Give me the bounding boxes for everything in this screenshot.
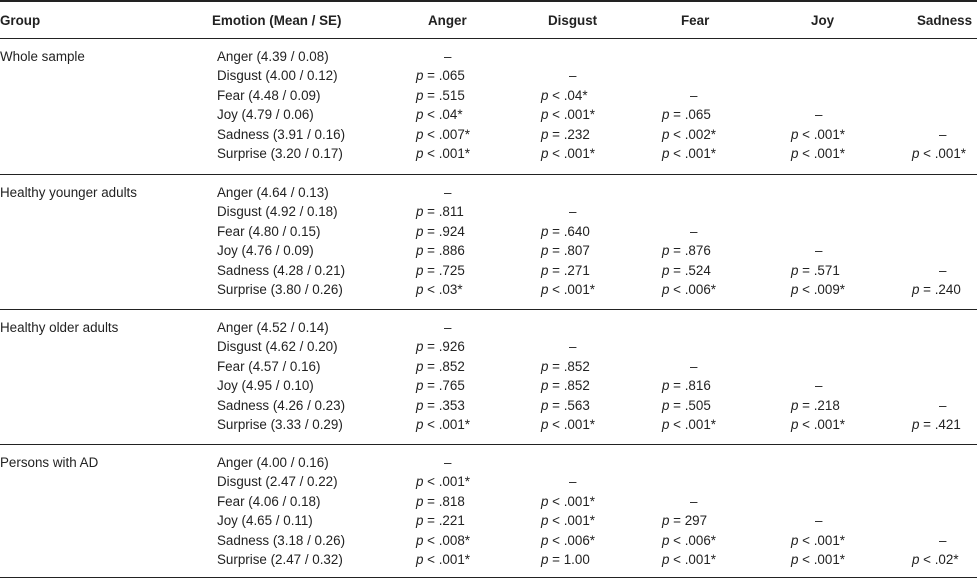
pvalue-cell-disgust	[541, 396, 590, 415]
p-symbol: p	[541, 87, 553, 103]
pvalue-text: < .001*	[923, 146, 966, 161]
pvalue-cell-anger	[444, 183, 451, 202]
pvalue-cell-fear	[690, 222, 697, 241]
p-symbol: p	[416, 397, 428, 413]
p-symbol: p	[416, 339, 428, 355]
pvalue-text: < .001*	[802, 552, 845, 567]
pvalue-text: = 297	[673, 513, 708, 529]
pvalue-cell-disgust	[541, 144, 595, 163]
pvalue-text: < .04*	[427, 107, 463, 123]
pvalue-cell-joy	[791, 531, 845, 550]
p-symbol: p	[662, 417, 674, 432]
p-symbol: p	[662, 146, 674, 161]
p-symbol: p	[912, 552, 924, 567]
p-symbol: p	[662, 513, 674, 529]
emotion-cell: Sadness (4.28 / 0.21)	[217, 262, 346, 278]
p-symbol: p	[791, 397, 803, 413]
pvalue-cell-disgust	[541, 511, 595, 530]
emotion-cell: Anger (4.39 / 0.08)	[217, 49, 329, 64]
pvalue-cell-sadness	[939, 396, 946, 415]
p-symbol: p	[416, 493, 428, 509]
emotion-cell: Disgust (2.47 / 0.22)	[217, 474, 338, 490]
header-fear: Fear	[681, 13, 710, 28]
emotion-cell: Joy (4.95 / 0.10)	[217, 378, 314, 394]
pvalue-text: < .03*	[427, 282, 463, 297]
p-symbol: p	[416, 417, 428, 432]
p-symbol: p	[912, 282, 924, 297]
pvalue-cell-anger	[416, 202, 464, 221]
pvalue-text: < .001*	[802, 532, 845, 548]
pvalue-cell-joy	[791, 415, 845, 434]
pvalue-cell-joy	[815, 376, 822, 395]
dash-mark: –	[569, 474, 577, 490]
p-symbol: p	[912, 146, 924, 161]
pvalue-text: = .924	[427, 223, 465, 239]
p-symbol: p	[791, 146, 803, 161]
pvalue-cell-disgust	[541, 261, 590, 280]
pvalue-text: = .563	[552, 397, 590, 413]
p-symbol: p	[416, 552, 428, 567]
group-label: Healthy older adults	[0, 320, 119, 335]
pvalue-text: < .001*	[802, 417, 845, 432]
p-symbol: p	[416, 146, 428, 161]
pvalue-cell-fear	[662, 511, 707, 530]
pvalue-text: < .001*	[802, 146, 845, 161]
dash-mark: –	[690, 493, 698, 509]
pvalue-text: < .009*	[802, 282, 845, 297]
dash-mark: –	[939, 126, 947, 142]
pvalue-cell-disgust	[569, 337, 576, 356]
pvalue-cell-fear	[662, 241, 711, 260]
p-symbol: p	[791, 417, 803, 432]
dash-mark: –	[444, 185, 452, 200]
table-rule	[0, 174, 977, 175]
pvalue-cell-disgust	[541, 280, 595, 299]
dash-mark: –	[815, 513, 823, 529]
pvalue-text: = .218	[802, 397, 840, 413]
emotion-cell: Joy (4.76 / 0.09)	[217, 243, 314, 259]
pvalue-cell-disgust	[541, 125, 590, 144]
dash-mark: –	[690, 358, 698, 374]
emotion-cell: Anger (4.52 / 0.14)	[217, 320, 329, 335]
p-symbol: p	[541, 358, 553, 374]
emotion-cell: Sadness (3.18 / 0.26)	[217, 532, 346, 548]
pvalue-cell-anger	[416, 280, 463, 299]
pvalue-cell-disgust	[569, 66, 576, 85]
p-symbol: p	[791, 282, 803, 297]
pvalue-text: = .571	[802, 262, 840, 278]
p-symbol: p	[791, 126, 803, 142]
dash-mark: –	[815, 107, 823, 123]
pvalue-cell-joy	[791, 144, 845, 163]
pvalue-cell-anger	[416, 415, 470, 434]
pvalue-text: < .002*	[673, 126, 716, 142]
pvalue-cell-joy	[791, 396, 840, 415]
header-joy: Joy	[811, 13, 835, 28]
dash-mark: –	[815, 378, 823, 394]
p-symbol: p	[541, 397, 553, 413]
pvalue-text: < .006*	[673, 282, 716, 297]
emotion-cell: Disgust (4.00 / 0.12)	[217, 68, 338, 84]
pvalue-cell-anger	[416, 376, 465, 395]
pvalue-text: < .001*	[552, 417, 595, 432]
p-symbol: p	[541, 126, 553, 142]
emotion-cell: Fear (4.80 / 0.15)	[217, 223, 321, 239]
table-rule	[0, 444, 977, 445]
pvalue-text: < .001*	[552, 107, 595, 123]
emotion-cell: Anger (4.00 / 0.16)	[217, 455, 329, 470]
dash-mark: –	[569, 204, 577, 220]
p-symbol: p	[541, 223, 553, 239]
dash-mark: –	[939, 397, 947, 413]
pvalue-cell-anger	[416, 492, 465, 511]
pvalue-cell-sadness	[912, 415, 961, 434]
header-group: Group	[0, 13, 41, 28]
pvalue-text: < .001*	[427, 474, 470, 490]
pvalue-cell-disgust	[541, 376, 590, 395]
dash-mark: –	[815, 243, 823, 259]
emotion-cell: Anger (4.64 / 0.13)	[217, 185, 329, 200]
emotion-cell: Surprise (3.20 / 0.17)	[217, 146, 343, 161]
group-label: Whole sample	[0, 49, 85, 64]
pvalue-text: < .001*	[427, 552, 470, 567]
emotion-cell: Fear (4.57 / 0.16)	[217, 358, 321, 374]
pvalue-text: < .008*	[427, 532, 470, 548]
pvalue-text: = .852	[427, 358, 465, 374]
emotion-cell: Disgust (4.92 / 0.18)	[217, 204, 338, 220]
dash-mark: –	[690, 223, 698, 239]
pvalue-text: = .221	[427, 513, 465, 529]
emotion-cell: Fear (4.48 / 0.09)	[217, 87, 321, 103]
pvalue-cell-anger	[416, 550, 470, 569]
pvalue-cell-fear	[662, 144, 716, 163]
pvalue-text: = .725	[427, 262, 465, 278]
emotion-cell: Fear (4.06 / 0.18)	[217, 493, 321, 509]
pvalue-text: = .816	[673, 378, 711, 394]
p-symbol: p	[541, 417, 553, 432]
pvalue-text: = .515	[427, 87, 465, 103]
pvalue-cell-disgust	[541, 415, 595, 434]
pvalue-cell-joy	[815, 105, 822, 124]
pvalue-cell-joy	[815, 241, 822, 260]
p-symbol: p	[662, 107, 674, 123]
pvalue-text: = .852	[552, 358, 590, 374]
pvalue-text: = .765	[427, 378, 465, 394]
pvalue-cell-disgust	[541, 222, 590, 241]
pvalue-text: = .240	[923, 282, 961, 297]
dash-mark: –	[569, 68, 577, 84]
pvalue-text: < .04*	[552, 87, 588, 103]
p-symbol: p	[791, 552, 803, 567]
p-symbol: p	[662, 552, 674, 567]
pvalue-cell-joy	[791, 261, 840, 280]
dash-mark: –	[939, 532, 947, 548]
p-symbol: p	[416, 358, 428, 374]
pvalue-cell-joy	[791, 280, 845, 299]
pvalue-cell-fear	[662, 376, 711, 395]
pvalue-text: = .852	[552, 378, 590, 394]
pvalue-cell-anger	[416, 222, 465, 241]
p-symbol: p	[662, 532, 674, 548]
pvalue-cell-fear	[690, 86, 697, 105]
pvalue-cell-disgust	[541, 357, 590, 376]
p-symbol: p	[541, 378, 553, 394]
group-label: Healthy younger adults	[0, 185, 137, 200]
p-symbol: p	[416, 282, 428, 297]
pvalue-cell-anger	[416, 66, 465, 85]
emotion-cell: Joy (4.65 / 0.11)	[217, 513, 313, 529]
pvalue-text: < .007*	[427, 126, 470, 142]
pvalue-text: = .811	[427, 204, 464, 220]
p-symbol: p	[541, 262, 553, 278]
pvalue-text: = .353	[427, 397, 465, 413]
pvalue-text: = .926	[427, 339, 465, 355]
dash-mark: –	[444, 320, 452, 335]
pvalue-text: < .001*	[673, 552, 716, 567]
p-symbol: p	[416, 513, 428, 529]
p-symbol: p	[791, 262, 803, 278]
emotion-cell: Surprise (2.47 / 0.32)	[217, 552, 343, 567]
pvalue-text: = .232	[552, 126, 590, 142]
pvalue-text: < .006*	[552, 532, 595, 548]
pvalue-cell-anger	[416, 144, 470, 163]
p-symbol: p	[541, 513, 553, 529]
p-symbol: p	[416, 532, 428, 548]
pvalue-text: = .886	[427, 243, 465, 259]
pvalue-text: = .271	[552, 262, 590, 278]
p-symbol: p	[662, 126, 674, 142]
dash-mark: –	[569, 339, 577, 355]
pvalue-cell-fear	[662, 531, 716, 550]
header-anger: Anger	[428, 13, 467, 28]
pvalue-cell-sadness	[939, 261, 946, 280]
header-disgust: Disgust	[548, 13, 598, 28]
pvalue-cell-disgust	[541, 241, 590, 260]
pvalue-cell-fear	[662, 550, 716, 569]
pvalue-cell-fear	[662, 261, 711, 280]
p-symbol: p	[416, 68, 428, 84]
dash-mark: –	[444, 49, 452, 64]
pvalue-text: = .065	[673, 107, 711, 123]
pvalue-cell-anger	[416, 241, 465, 260]
pvalue-cell-anger	[444, 318, 451, 337]
p-symbol: p	[541, 552, 553, 567]
pvalue-text: < .001*	[427, 146, 470, 161]
pvalue-cell-anger	[416, 261, 465, 280]
p-symbol: p	[416, 87, 428, 103]
p-symbol: p	[416, 204, 428, 220]
header-sadness: Sadness	[917, 13, 973, 28]
pvalue-cell-anger	[416, 337, 465, 356]
pvalue-cell-sadness	[912, 280, 961, 299]
p-symbol: p	[662, 282, 674, 297]
emotion-cell: Disgust (4.62 / 0.20)	[217, 339, 338, 355]
p-symbol: p	[541, 282, 553, 297]
pvalue-text: = .807	[552, 243, 590, 259]
pvalue-text: < .006*	[673, 532, 716, 548]
pvalue-cell-joy	[791, 125, 845, 144]
pvalue-cell-anger	[416, 511, 465, 530]
p-symbol: p	[416, 378, 428, 394]
pvalue-cell-sadness	[939, 125, 946, 144]
pvalue-cell-anger	[444, 453, 451, 472]
p-symbol: p	[416, 223, 428, 239]
pvalue-text: = .065	[427, 68, 465, 84]
pvalue-cell-anger	[416, 86, 465, 105]
emotion-cell: Joy (4.79 / 0.06)	[217, 107, 314, 123]
p-symbol: p	[416, 262, 428, 278]
pvalue-cell-disgust	[541, 86, 588, 105]
pvalue-cell-anger	[416, 357, 465, 376]
p-symbol: p	[416, 126, 428, 142]
p-symbol: p	[541, 146, 553, 161]
pvalue-text: < .001*	[552, 493, 595, 509]
table-rule	[0, 38, 977, 39]
pvalue-cell-anger	[416, 396, 465, 415]
pvalue-text: < .001*	[552, 513, 595, 529]
pvalue-cell-fear	[662, 280, 716, 299]
pvalue-cell-disgust	[541, 105, 595, 124]
dash-mark: –	[444, 455, 452, 470]
p-symbol: p	[662, 397, 674, 413]
p-symbol: p	[541, 243, 553, 259]
pvalue-text: = 1.00	[552, 552, 590, 567]
pvalue-cell-anger	[416, 125, 470, 144]
pvalue-cell-anger	[416, 531, 470, 550]
table-rule	[0, 577, 977, 578]
p-symbol: p	[662, 378, 674, 394]
pvalue-cell-anger	[416, 472, 470, 491]
dash-mark: –	[939, 262, 947, 278]
pvalue-cell-disgust	[541, 531, 595, 550]
table-top-rule	[0, 0, 977, 2]
pvalue-text: < .02*	[923, 552, 959, 567]
pvalue-cell-fear	[690, 357, 697, 376]
pvalue-cell-fear	[690, 492, 697, 511]
pvalue-cell-disgust	[541, 492, 595, 511]
pvalue-cell-fear	[662, 105, 711, 124]
pvalue-cell-sadness	[912, 144, 966, 163]
emotion-cell: Surprise (3.80 / 0.26)	[217, 282, 343, 297]
pvalue-cell-anger	[444, 47, 451, 66]
pvalue-text: < .001*	[802, 126, 845, 142]
pvalue-text: = .421	[923, 417, 961, 432]
pvalue-text: = .876	[673, 243, 711, 259]
emotion-cell: Sadness (3.91 / 0.16)	[217, 126, 346, 142]
pvalue-text: < .001*	[552, 282, 595, 297]
pvalue-cell-sadness	[912, 550, 959, 569]
p-symbol: p	[791, 532, 803, 548]
pvalue-text: = .640	[552, 223, 590, 239]
pvalue-cell-disgust	[569, 472, 576, 491]
dash-mark: –	[690, 87, 698, 103]
pvalue-text: = .505	[673, 397, 711, 413]
group-label: Persons with AD	[0, 455, 99, 470]
pvalue-cell-fear	[662, 396, 711, 415]
pvalue-text: < .001*	[673, 417, 716, 432]
pvalue-cell-anger	[416, 105, 463, 124]
p-symbol: p	[912, 417, 924, 432]
p-symbol: p	[416, 107, 428, 123]
pvalue-cell-joy	[815, 511, 822, 530]
pvalue-text: = .524	[673, 262, 711, 278]
pvalue-text: < .001*	[673, 146, 716, 161]
p-symbol: p	[541, 532, 553, 548]
pvalue-cell-sadness	[939, 531, 946, 550]
p-symbol: p	[541, 493, 553, 509]
p-symbol: p	[541, 107, 553, 123]
pvalue-cell-joy	[791, 550, 845, 569]
p-symbol: p	[662, 243, 674, 259]
p-symbol: p	[416, 474, 428, 490]
pvalue-cell-fear	[662, 415, 716, 434]
table-rule	[0, 309, 977, 310]
pvalue-text: < .001*	[427, 417, 470, 432]
emotion-cell: Surprise (3.33 / 0.29)	[217, 417, 343, 432]
p-symbol: p	[416, 243, 428, 259]
emotion-cell: Sadness (4.26 / 0.23)	[217, 397, 346, 413]
pvalue-text: < .001*	[552, 146, 595, 161]
p-symbol: p	[662, 262, 674, 278]
pvalue-text: = .818	[427, 493, 465, 509]
pvalue-cell-disgust	[569, 202, 576, 221]
header-emotion: Emotion (Mean / SE)	[212, 13, 342, 28]
pvalue-cell-disgust	[541, 550, 590, 569]
pvalue-cell-fear	[662, 125, 716, 144]
